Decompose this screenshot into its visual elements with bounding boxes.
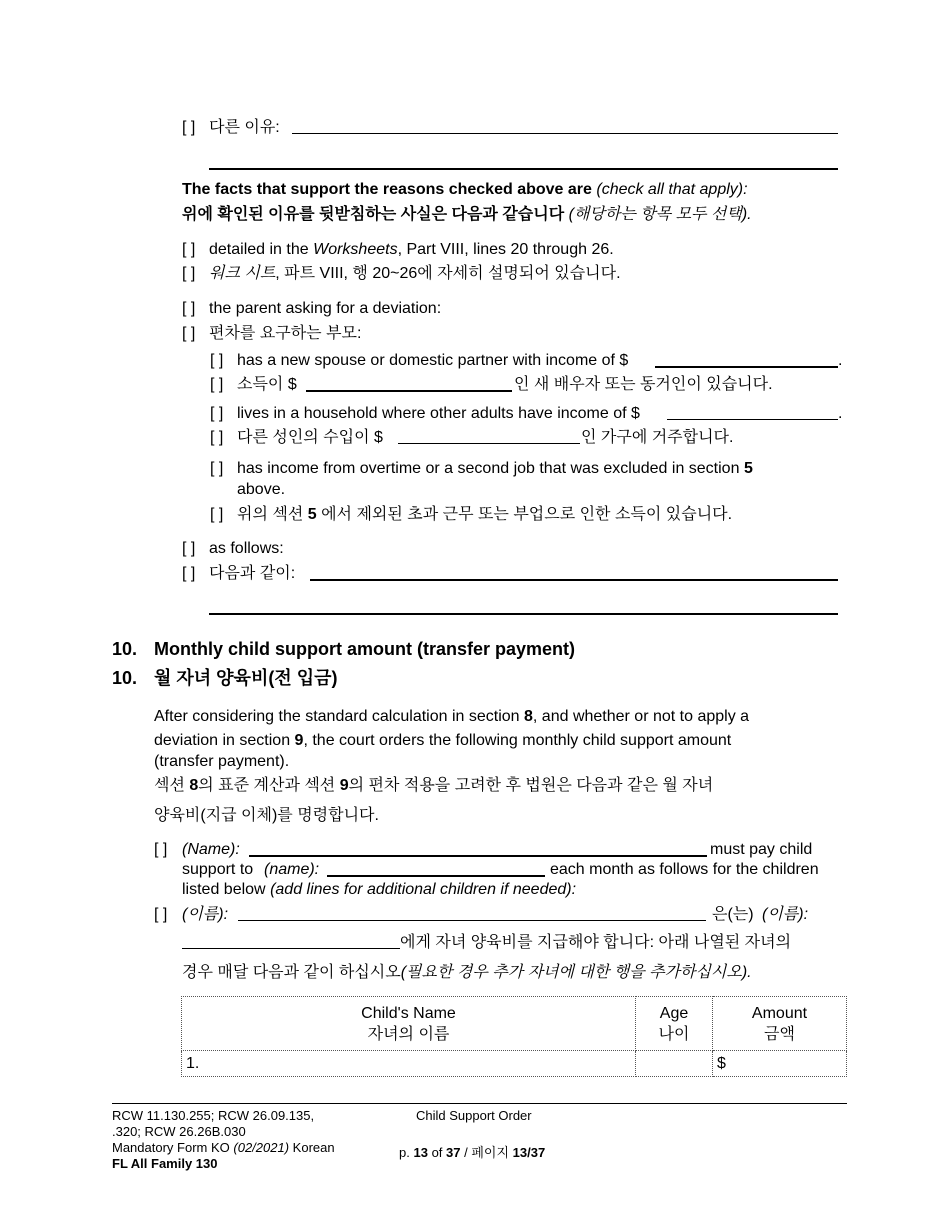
payee-name-field-ko[interactable]	[182, 948, 400, 949]
checkbox-follows-ko[interactable]: [ ]	[182, 565, 196, 582]
facts-heading-en	[182, 180, 748, 200]
overtime-en-2: above.	[237, 481, 286, 498]
parent-deviation-en: the parent asking for a deviation:	[209, 300, 442, 317]
checkbox-overtime-ko[interactable]: [ ]	[210, 506, 224, 523]
checkbox-payer-en[interactable]: [ ]	[154, 841, 168, 858]
header-amount: Amount 금액	[713, 997, 847, 1051]
checkbox-spouse-ko[interactable]: [ ]	[210, 376, 224, 393]
follows-ko: 다음과 같이:	[209, 565, 296, 582]
children-table	[181, 996, 847, 1077]
payee-name-field[interactable]	[327, 875, 545, 877]
footer-divider	[112, 1103, 847, 1104]
worksheets-en: detailed in the Worksheets, Part VIII, lines 20 through 26.	[209, 241, 614, 258]
household-income-field-en[interactable]	[667, 419, 838, 420]
checkbox-follows-en[interactable]: [ ]	[182, 540, 196, 557]
support-to-text: support to	[182, 861, 254, 878]
intro-ko-2: 양육비(지급 이체)를 명령합니다.	[154, 807, 379, 824]
checkbox-other-reason[interactable]: [ ]	[182, 119, 196, 136]
table-header-row	[182, 997, 847, 1051]
facts-heading-ko	[182, 205, 752, 225]
child-age-cell[interactable]	[636, 1051, 713, 1077]
listed-below-text: listed below (add lines for additional children if needed):	[182, 881, 577, 898]
ege-text: 에게 자녀 양육비를 지급해야 합니다: 아래 나열된 자녀의	[400, 934, 792, 951]
spouse-ko-b: 인 새 배우자 또는 동거인이 있습니다.	[514, 376, 773, 393]
facts-heading-en-bold: The facts that support the reasons checked above are	[182, 181, 592, 198]
section-number: 10.	[112, 639, 138, 659]
section-10-title-en: Monthly child support amount (transfer payment)	[154, 639, 576, 659]
checkbox-parent-en[interactable]: [ ]	[182, 300, 196, 317]
header-age: Age 나이	[636, 997, 713, 1051]
checkbox-spouse-en[interactable]: [ ]	[210, 352, 224, 369]
intro-ko-1: 섹션 8의 표준 계산과 섹션 9의 편차 적용을 고려한 후 법원은 다음과 같은 월 자녀	[154, 777, 714, 794]
household-en: lives in a household where other adults have income of $	[237, 405, 640, 422]
footer-rcw-1: RCW 11.130.255; RCW 26.09.135,	[112, 1108, 315, 1123]
follows-line-1[interactable]	[310, 579, 838, 581]
section-10-title-ko: 월 자녀 양육비(전 입금)	[154, 668, 338, 688]
section-number: 10.	[112, 668, 138, 688]
checkbox-household-ko[interactable]: [ ]	[210, 429, 224, 446]
child-name-cell[interactable]: 1.	[182, 1051, 636, 1077]
payee-name-label-ko: (이름):	[762, 906, 809, 923]
checkbox-overtime-en[interactable]: [ ]	[210, 460, 224, 477]
other-reason-label: 다른 이유:	[209, 119, 280, 136]
facts-heading-ko-bold: 위에 확인된 이유를 뒷받침하는 사실은 다음과 같습니다	[182, 206, 565, 223]
household-ko-b: 인 가구에 거주합니다.	[581, 429, 734, 446]
facts-heading-en-italic: (check all that apply):	[596, 181, 748, 198]
footer-mandatory: Mandatory Form KO (02/2021) Korean	[112, 1140, 335, 1155]
intro-en-1: After considering the standard calculation in section 8, and whether or not to apply a	[154, 708, 750, 725]
header-child-name: Child's Name 자녀의 이름	[182, 997, 636, 1051]
footer-rcw-2: .320; RCW 26.26B.030	[112, 1124, 246, 1139]
footer-form-id: FL All Family 130	[112, 1156, 218, 1171]
payee-name-label: (name):	[264, 861, 320, 878]
period: .	[838, 352, 843, 369]
footer-doc-title: Child Support Order	[416, 1108, 532, 1123]
period: .	[838, 405, 843, 422]
checkbox-household-en[interactable]: [ ]	[210, 405, 224, 422]
follows-line-2[interactable]	[209, 613, 838, 615]
spouse-income-field-ko[interactable]	[306, 390, 512, 392]
payer-name-label-ko: (이름):	[182, 906, 229, 923]
follows-en: as follows:	[209, 540, 284, 557]
other-reason-line-2[interactable]	[209, 168, 838, 170]
parent-deviation-ko: 편차를 요구하는 부모:	[209, 325, 362, 342]
child-amount-cell[interactable]: $	[713, 1051, 847, 1077]
overtime-ko: 위의 섹션 5 에서 제외된 초과 근무 또는 부업으로 인한 소득이 있습니다.	[237, 506, 733, 523]
facts-heading-ko-italic: (해당하는 항목 모두 선택).	[568, 206, 752, 223]
spouse-income-field-en[interactable]	[655, 366, 838, 368]
checkbox-worksheets-en[interactable]: [ ]	[182, 241, 196, 258]
checkbox-worksheets-ko[interactable]: [ ]	[182, 265, 196, 282]
payer-name-label: (Name):	[182, 841, 240, 858]
footer-page-number: p. 13 of 37 / 페이지 13/37	[399, 1145, 546, 1160]
eun-neun-text: 은(는)	[712, 906, 754, 923]
other-reason-line-1[interactable]	[292, 133, 838, 134]
each-month-text: each month as follows for the children	[550, 861, 819, 878]
payer-name-field-ko[interactable]	[238, 920, 706, 921]
household-income-field-ko[interactable]	[398, 443, 580, 444]
footer-left	[112, 1108, 335, 1172]
spouse-ko-a: 소득이 $	[237, 376, 297, 393]
intro-en-3: (transfer payment).	[154, 753, 290, 770]
monthly-ko-text: 경우 매달 다음과 같이 하십시오(필요한 경우 추가 자녀에 대한 행을 추가하십시오).	[182, 964, 752, 981]
table-row	[182, 1051, 847, 1077]
spouse-en: has a new spouse or domestic partner with income of $	[237, 352, 629, 369]
worksheets-ko: 워크 시트, 파트 VIII, 행 20~26에 자세히 설명되어 있습니다.	[209, 265, 621, 282]
overtime-en: has income from overtime or a second job that was excluded in section 5	[237, 460, 753, 477]
must-pay-text: must pay child	[710, 841, 813, 858]
household-ko-a: 다른 성인의 수입이 $	[237, 429, 383, 446]
intro-en-2: deviation in section 9, the court orders the following monthly child support amount	[154, 732, 732, 749]
checkbox-parent-ko[interactable]: [ ]	[182, 325, 196, 342]
checkbox-payer-ko[interactable]: [ ]	[154, 906, 168, 923]
payer-name-field[interactable]	[249, 855, 707, 857]
